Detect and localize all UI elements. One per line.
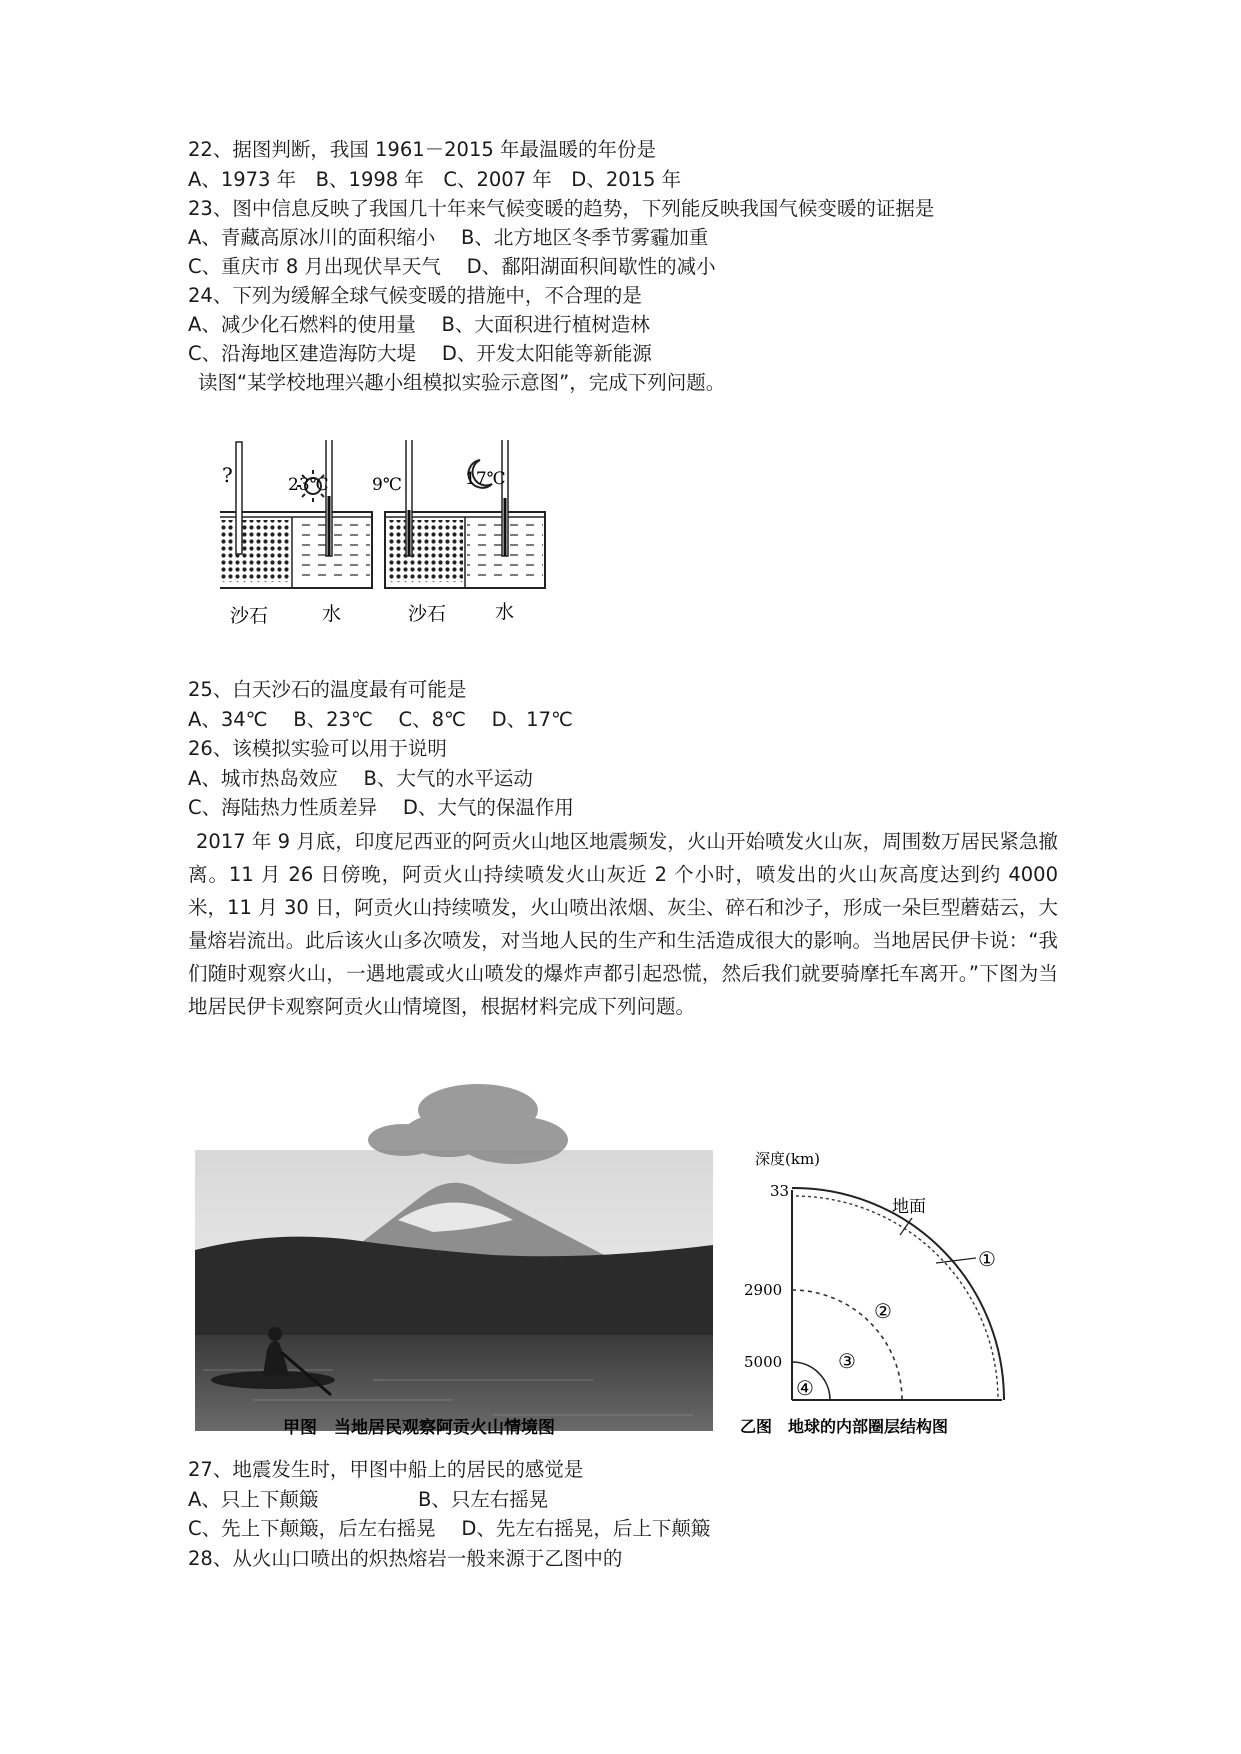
q26-stem: 26、该模拟实验可以用于说明 — [188, 737, 447, 760]
q26-options-2: C、海陆热力性质差异 D、大气的保温作用 — [188, 796, 574, 819]
depth-tick-5000: 5000 — [744, 1353, 783, 1371]
depth-axis-title: 深度(km) — [755, 1150, 821, 1168]
night-water-label: 水 — [495, 601, 515, 623]
q27-stem: 27、地震发生时，甲图中船上的居民的感觉是 — [188, 1458, 584, 1481]
day-tank — [220, 440, 372, 588]
depth-tick-33: 33 — [770, 1182, 790, 1200]
day-sand-label: 沙石 — [230, 605, 269, 627]
night-water-temp: 17℃ — [465, 469, 506, 489]
q23-options-2: C、重庆市 8 月出现伏旱天气 D、鄱阳湖面积间歇性的减小 — [188, 255, 716, 278]
volcano-passage — [188, 825, 1058, 1023]
ash-plume — [368, 1084, 568, 1164]
q27-option-b: B、只左右摇晃 — [418, 1488, 549, 1511]
q23-options-1: A、青藏高原冰川的面积缩小 B、北方地区冬季节雾霾加重 — [188, 226, 709, 249]
q27-options-2: C、先上下颠簸，后左右摇晃 D、先左右摇晃，后上下颠簸 — [188, 1517, 711, 1540]
photo-caption: 甲图 当地居民观察阿贡火山情境图 — [283, 1418, 555, 1438]
depth-tick-2900: 2900 — [744, 1281, 783, 1299]
q25-stem: 25、白天沙石的温度最有可能是 — [188, 678, 467, 701]
q28-stem: 28、从火山口喷出的炽热熔岩一般来源于乙图中的 — [188, 1547, 623, 1570]
day-water-label: 水 — [322, 603, 342, 625]
q23-stem: 23、图中信息反映了我国几十年来气候变暖的趋势，下列能反映我国气候变暖的证据是 — [188, 197, 935, 220]
q22-stem: 22、据图判断，我国 1961－2015 年最温暖的年份是 — [188, 138, 656, 161]
unknown-temp-label: ? — [222, 463, 233, 487]
experiment-intro: 读图“某学校地理兴趣小组模拟实验示意图”，完成下列问题。 — [198, 371, 726, 394]
night-tank — [385, 440, 545, 588]
layer-3-label: ③ — [838, 1349, 856, 1373]
q22-options: A、1973 年 B、1998 年 C、2007 年 D、2015 年 — [188, 168, 682, 191]
layer-1-label: ① — [978, 1247, 996, 1271]
night-sand-temp: 9℃ — [372, 475, 402, 495]
earth-caption: 乙图 地球的内部圈层结构图 — [740, 1417, 949, 1436]
day-water-temp: 23℃ — [288, 475, 329, 495]
surface-label: 地面 — [892, 1197, 926, 1217]
experiment-figure — [220, 440, 630, 650]
layer-4-label: ④ — [796, 1376, 814, 1400]
earth-structure-diagram — [740, 1140, 1040, 1440]
night-sand-label: 沙石 — [408, 603, 447, 625]
q25-options: A、34℃ B、23℃ C、8℃ D、17℃ — [188, 708, 573, 731]
q24-stem: 24、下列为缓解全球气候变暖的措施中，不合理的是 — [188, 284, 642, 307]
q24-options-2: C、沿海地区建造海防大堤 D、开发太阳能等新能源 — [188, 342, 652, 365]
volcano-photo — [193, 1080, 723, 1440]
layer-2-label: ② — [874, 1299, 892, 1323]
q27-option-a: A、只上下颠簸 — [188, 1488, 319, 1511]
passage-text: 2017 年 9 月底，印度尼西亚的阿贡火山地区地震频发，火山开始喷发火山灰，周围数万居民紧急撤离。11 月 26 日傍晚，阿贡火山持续喷发火山灰近 2 个小时，喷发出的火山灰高度达到约 4000 米，11 月 30 日，阿贡火山持续喷发，火山喷出浓烟、灰尘、碎石和沙子，形成一朵巨型蘑菇云，大量熔岩流出。此后该火山多次喷发，对当地人民的生产和生活造成很大的影响。当地居民伊卡说：“我们随时观察火山，一遇地震或火山喷发的爆炸声都引起恐慌，然后我们就要骑摩托车离开。”下图为当地居民伊卡观察阿贡火山情境图，根据材料完成下列问题。 — [188, 830, 1058, 1018]
q24-options-1: A、减少化石燃料的使用量 B、大面积进行植树造林 — [188, 313, 650, 336]
q26-options-1: A、城市热岛效应 B、大气的水平运动 — [188, 767, 533, 790]
